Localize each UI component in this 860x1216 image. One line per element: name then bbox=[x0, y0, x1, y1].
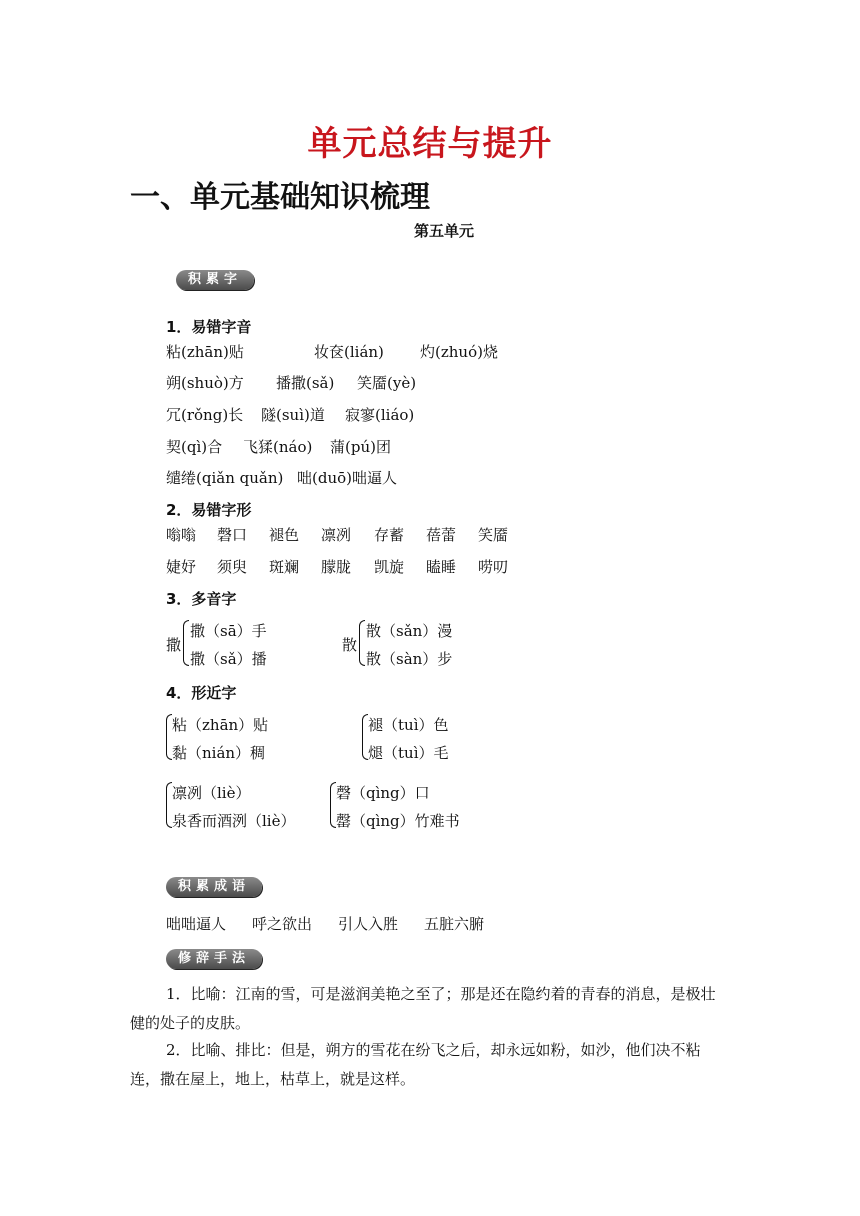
s1-item: 灼(zhuó)烧 bbox=[420, 343, 498, 361]
s3-item: 散（sàn）步 bbox=[366, 650, 453, 668]
brace bbox=[183, 620, 189, 666]
s1-item: 寂寥(liáo) bbox=[345, 406, 415, 424]
badge-accumulate-idioms: 积累成语 bbox=[166, 877, 262, 897]
s1-item: 笑靥(yè) bbox=[357, 374, 417, 392]
s3-group-head: 撒 bbox=[166, 636, 182, 654]
idiom: 咄咄逼人 bbox=[166, 915, 227, 933]
s1-item: 冗(rǒng)长 bbox=[166, 406, 244, 424]
s1-item: 缱绻(qiǎn quǎn) bbox=[166, 469, 284, 487]
s2-item: 斑斓 bbox=[269, 558, 300, 576]
s2-item: 磬口 bbox=[217, 526, 248, 544]
s3-group-head: 散 bbox=[342, 636, 358, 654]
badge-accumulate-chars: 积累字 bbox=[176, 270, 254, 290]
unit-label: 第五单元 bbox=[414, 222, 475, 240]
s2-item: 婕妤 bbox=[166, 558, 197, 576]
s1-item: 妆奁(lián) bbox=[314, 343, 384, 361]
s2-item: 嗡嗡 bbox=[166, 526, 197, 544]
s2-item: 存蓄 bbox=[374, 526, 405, 544]
s4-title: 4．形近字 bbox=[166, 684, 237, 702]
s2-item: 瞌睡 bbox=[426, 558, 457, 576]
section-heading: 一、单元基础知识梳理 bbox=[130, 180, 430, 215]
s4-item: 罄（qìng）竹难书 bbox=[336, 812, 460, 830]
s1-item: 朔(shuò)方 bbox=[166, 374, 244, 392]
s3-item: 散（sǎn）漫 bbox=[366, 622, 453, 640]
s3-item: 撒（sā）手 bbox=[190, 622, 267, 640]
s1-title: 1．易错字音 bbox=[166, 318, 252, 336]
s4-item: 煺（tuì）毛 bbox=[368, 744, 449, 762]
s2-item: 凯旋 bbox=[374, 558, 405, 576]
rhetoric-paragraph: 2．比喻、排比：但是，朔方的雪花在纷飞之后，却永远如粉，如沙，他们决不粘连，撒在屋上，地上，枯草上，就是这样。 bbox=[130, 1041, 701, 1088]
s1-item: 飞猱(náo) bbox=[243, 438, 313, 456]
s4-item: 褪（tuì）色 bbox=[368, 716, 449, 734]
idiom: 呼之欲出 bbox=[252, 915, 313, 933]
page-title: 单元总结与提升 bbox=[307, 124, 553, 164]
s1-item: 契(qì)合 bbox=[166, 438, 223, 456]
idiom: 五脏六腑 bbox=[424, 915, 485, 933]
s1-item: 播撒(sǎ) bbox=[276, 374, 335, 392]
brace bbox=[359, 620, 365, 666]
s3-title: 3．多音字 bbox=[166, 590, 237, 608]
idiom: 引人入胜 bbox=[338, 915, 399, 933]
s2-item: 蓓蕾 bbox=[426, 526, 457, 544]
s2-item: 凛冽 bbox=[321, 526, 352, 544]
s4-item: 磬（qìng）口 bbox=[336, 784, 430, 802]
s2-item: 朦胧 bbox=[321, 558, 352, 576]
s1-item: 隧(suì)道 bbox=[261, 406, 325, 424]
s4-item: 凛冽（liè） bbox=[172, 784, 251, 802]
s3-item: 撒（sǎ）播 bbox=[190, 650, 267, 668]
s4-item: 黏（nián）稠 bbox=[172, 744, 266, 762]
s2-item: 须臾 bbox=[217, 558, 248, 576]
s2-title: 2．易错字形 bbox=[166, 501, 252, 519]
badge-rhetoric: 修辞手法 bbox=[166, 949, 262, 969]
s2-item: 唠叨 bbox=[478, 558, 509, 576]
s1-item: 蒲(pú)团 bbox=[330, 438, 391, 456]
s2-item: 褪色 bbox=[269, 526, 300, 544]
s4-item: 泉香而酒洌（liè） bbox=[172, 812, 296, 830]
s1-item: 粘(zhān)贴 bbox=[166, 343, 244, 361]
rhetoric-paragraph: 1．比喻：江南的雪，可是滋润美艳之至了；那是还在隐约着的青春的消息，是极壮健的处子的皮肤。 bbox=[130, 985, 716, 1032]
s4-item: 粘（zhān）贴 bbox=[172, 716, 269, 734]
s2-item: 笑靥 bbox=[478, 526, 509, 544]
s1-item: 咄(duō)咄逼人 bbox=[297, 469, 397, 487]
